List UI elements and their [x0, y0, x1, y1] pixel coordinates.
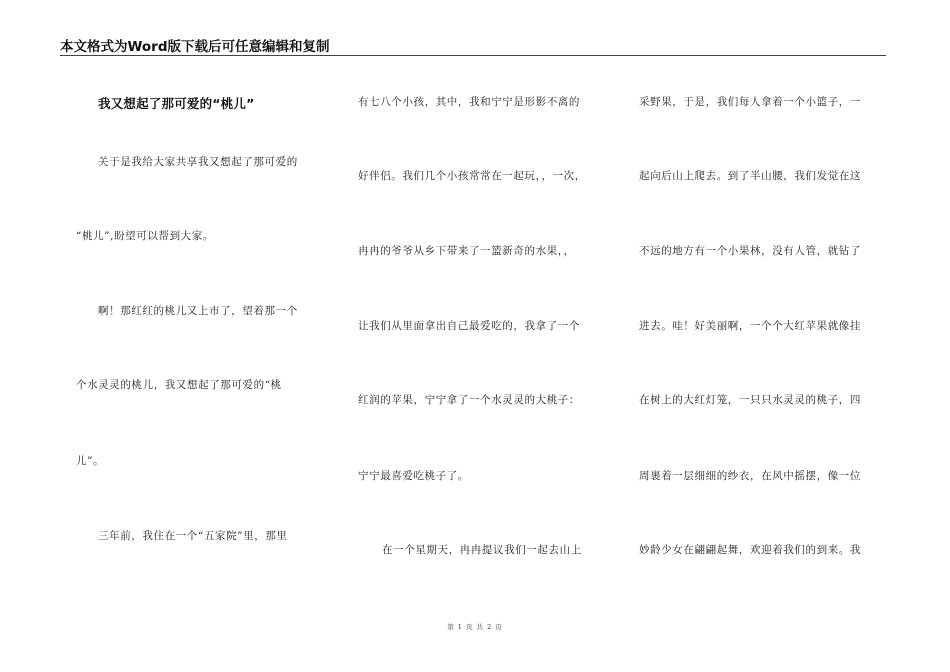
text-line: 好伴侣。我们几个小孩常常在一起玩，，一次，: [358, 170, 586, 182]
page-header: [60, 33, 886, 56]
text-line: 起向后山上爬去。到了半山腰，我们发觉在这: [639, 170, 861, 182]
text-line: 进去。哇！好美丽啊，一个个大红苹果就像挂: [639, 320, 861, 332]
text-line: 啊！那红红的桃儿又上市了，望着那一个: [98, 305, 298, 317]
text-line: “桃儿”,盼望可以帮到大家。: [76, 230, 214, 242]
text-line: 三年前，我住在一个“五家院”里，那里: [98, 530, 288, 542]
text-line: 个水灵灵的桃儿，我又想起了那可爱的“桃: [76, 379, 282, 391]
text-line: 有七八个小孩，其中，我和宁宁是形影不离的: [358, 96, 580, 108]
text-line: 妙龄少女在翩翩起舞，欢迎着我们的到来。我: [639, 544, 861, 556]
text-column-3: [625, 60, 890, 620]
text-column-2: [344, 60, 614, 620]
text-line: 在树上的大红灯笼，一只只水灵灵的桃子，四: [639, 394, 861, 406]
text-line: 不远的地方有一个小果林，没有人管，就钻了: [639, 245, 861, 257]
text-line: 采野果，于是，我们每人拿着一个小篮子，一: [639, 96, 861, 108]
text-line: 让我们从里面拿出自己最爱吃的，我拿了一个: [358, 320, 580, 332]
text-line: 冉冉的爷爷从乡下带来了一篮新奇的水果，，: [358, 245, 575, 257]
text-column-1: [62, 60, 332, 620]
header-text: 本文格式为Word版下载后可任意编辑和复制: [60, 39, 330, 55]
text-line: 在一个星期天，冉冉提议我们一起去山上: [382, 544, 582, 556]
article-title: 我又想起了那可爱的“桃儿”: [98, 96, 255, 111]
text-line: 儿”。: [76, 455, 105, 467]
text-line: 周裹着一层细细的纱衣，在风中摇摆，像一位: [639, 470, 861, 482]
text-line: 宁宁最喜爱吃桃子了。: [358, 470, 469, 482]
text-line: 红润的苹果，宁宁拿了一个水灵灵的大桃子：: [358, 394, 580, 406]
page-number-footer: 第 1 页 共 2 页: [447, 623, 503, 631]
text-line: 关于是我给大家共享我又想起了那可爱的: [98, 156, 298, 168]
